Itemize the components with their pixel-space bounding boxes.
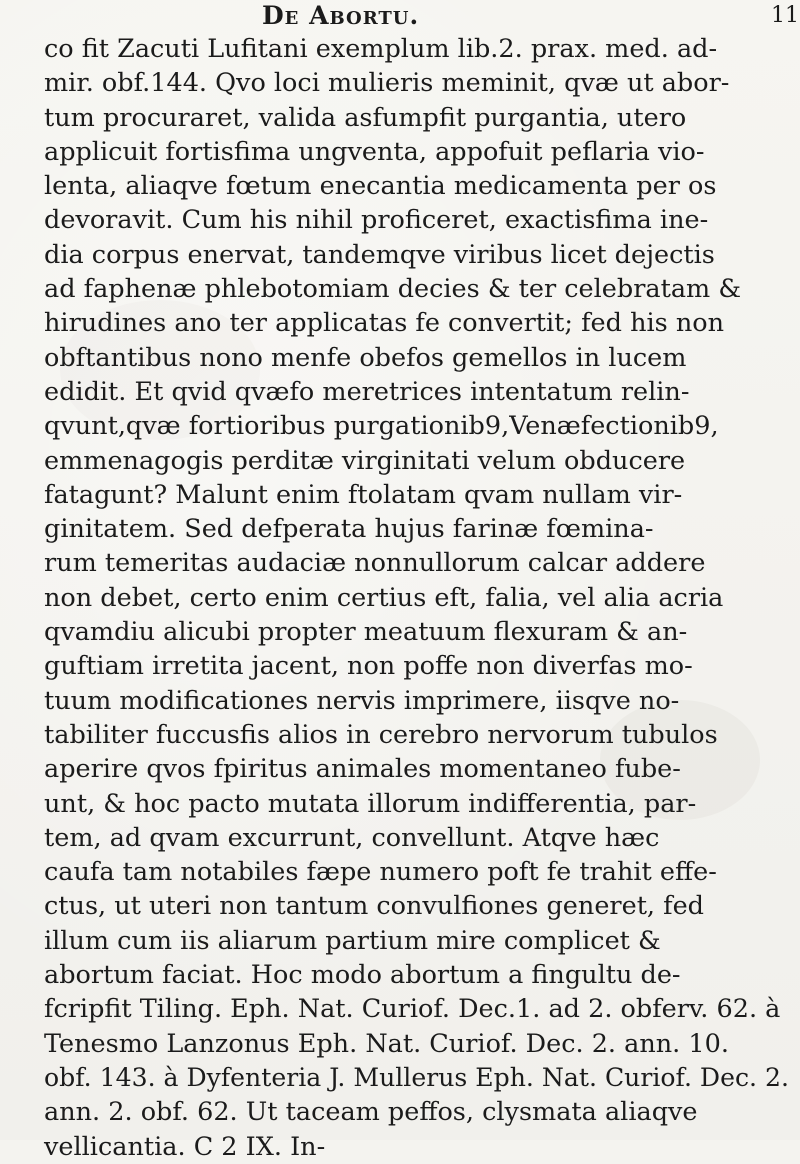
body-text <box>44 32 789 1164</box>
text-line-content: edidit. Et qvid qvæfo meretrices intentatum relin- <box>44 376 690 407</box>
text-line-content: applicuit fortisfima ungventa, appofuit peflaria vio- <box>44 136 705 167</box>
text-line-content: caufa tam notabiles fæpe numero poft fe trahit effe- <box>44 857 717 888</box>
text-line <box>44 752 789 786</box>
text-line-content: qvamdiu alicubi propter meatuum flexuram & an- <box>44 617 688 648</box>
text-line-content: unt, & hoc pacto mutata illorum indifferentia, par- <box>44 788 697 819</box>
text-line-content: ad faphenæ phlebotomiam decies & ter celebratam & <box>44 274 742 305</box>
text-line-content: emmenagogis perditæ virginitati velum obducere <box>44 445 686 476</box>
text-line-content: fcripfit Tiling. Eph. Nat. Curiof. Dec.1. ad 2. obferv. 62. à <box>44 994 781 1025</box>
text-line-content: co fit Zacuti Lufitani exemplum lib.2. prax. med. ad- <box>44 34 718 64</box>
text-line-content: rum temeritas audaciæ nonnullorum calcar addere <box>44 548 706 579</box>
text-line <box>44 615 789 649</box>
text-line <box>44 512 789 546</box>
text-line-content: tabiliter fuccusfis alios in cerebro nervorum tubulos <box>44 719 718 750</box>
text-line-content: guftiam irretita jacent, non poffe non diverfas mo- <box>44 651 693 682</box>
text-line <box>44 66 789 100</box>
text-line <box>44 135 789 169</box>
text-line-content: tum procuraret, valida asfumpfit purgantia, utero <box>44 102 687 133</box>
text-line <box>44 649 789 683</box>
text-line <box>44 169 789 203</box>
text-line <box>44 101 789 135</box>
text-line <box>44 306 789 340</box>
text-line <box>44 546 789 580</box>
text-line-content: tem, ad qvam excurrunt, convellunt. Atqve hæc <box>44 822 660 853</box>
text-line-content: devoravit. Cum his nihil proficeret, exactisfima ine- <box>44 205 709 236</box>
page-footer <box>0 1115 800 1140</box>
text-line-content: dia corpus enervat, tandemqve viribus licet dejectis <box>44 239 715 270</box>
text-line <box>44 992 789 1026</box>
text-line-content: obf. 143. à Dyfenteria J. Mullerus Eph. Nat. Curiof. Dec. 2. <box>44 1062 789 1093</box>
text-line <box>44 958 789 992</box>
text-line <box>44 889 789 923</box>
page-header <box>0 0 800 32</box>
running-title: De Abortu. <box>262 1 420 30</box>
text-line <box>44 238 789 272</box>
text-line <box>44 855 789 889</box>
text-line <box>44 684 789 718</box>
text-line-content: aperire qvos fpiritus animales momentaneo fube- <box>44 754 681 785</box>
text-line-content: lenta, aliaqve fœtum enecantia medicamenta per os <box>44 171 717 202</box>
text-line <box>44 375 789 409</box>
text-line-content: ctus, ut uteri non tantum convulfiones generet, fed <box>44 891 704 922</box>
text-line <box>44 924 789 958</box>
text-line <box>44 409 789 443</box>
text-line-content: illum cum iis aliarum partium mire complicet & <box>44 925 661 956</box>
text-line-content: qvunt,qvæ fortioribus purgationib9,Venæfectionib9, <box>44 411 719 442</box>
text-line <box>44 1061 789 1095</box>
text-line-content: fatagunt? Malunt enim ftolatam qvam nullam vir- <box>44 479 683 510</box>
text-line <box>44 787 789 821</box>
text-line <box>44 478 789 512</box>
text-line <box>44 581 789 615</box>
text-line-content: mir. obf.144. Qvo loci mulieris meminit, qvæ ut abor- <box>44 68 730 99</box>
text-line <box>44 341 789 375</box>
page-number: 11 <box>771 3 799 28</box>
text-line <box>44 1027 789 1061</box>
text-line-content: ginitatem. Sed defperata hujus farinæ fœmina- <box>44 514 654 545</box>
text-line <box>44 272 789 306</box>
text-line-content: ann. 2. obf. 62. Ut taceam peffos, clysmata aliaqve <box>44 1097 698 1128</box>
text-line-content: non debet, certo enim certius eft, falia, vel alia acria <box>44 582 724 613</box>
text-line <box>44 444 789 478</box>
text-line-content: hirudines ano ter applicatas fe convertit; fed his non <box>44 308 725 339</box>
text-line <box>44 821 789 855</box>
text-line-content: obftantibus nono menfe obefos gemellos in lucem <box>44 342 687 373</box>
text-line <box>44 203 789 237</box>
text-line-content: tuum modificationes nervis imprimere, iisqve no- <box>44 685 680 716</box>
text-line <box>44 32 789 66</box>
text-line-content: Tenesmo Lanzonus Eph. Nat. Curiof. Dec. 2. ann. 10. <box>44 1028 729 1059</box>
text-line-content: vellicantia. C 2 IX. In- <box>44 1131 326 1162</box>
text-line-content: abortum faciat. Hoc modo abortum a fingultu de- <box>44 960 681 991</box>
text-line <box>44 718 789 752</box>
